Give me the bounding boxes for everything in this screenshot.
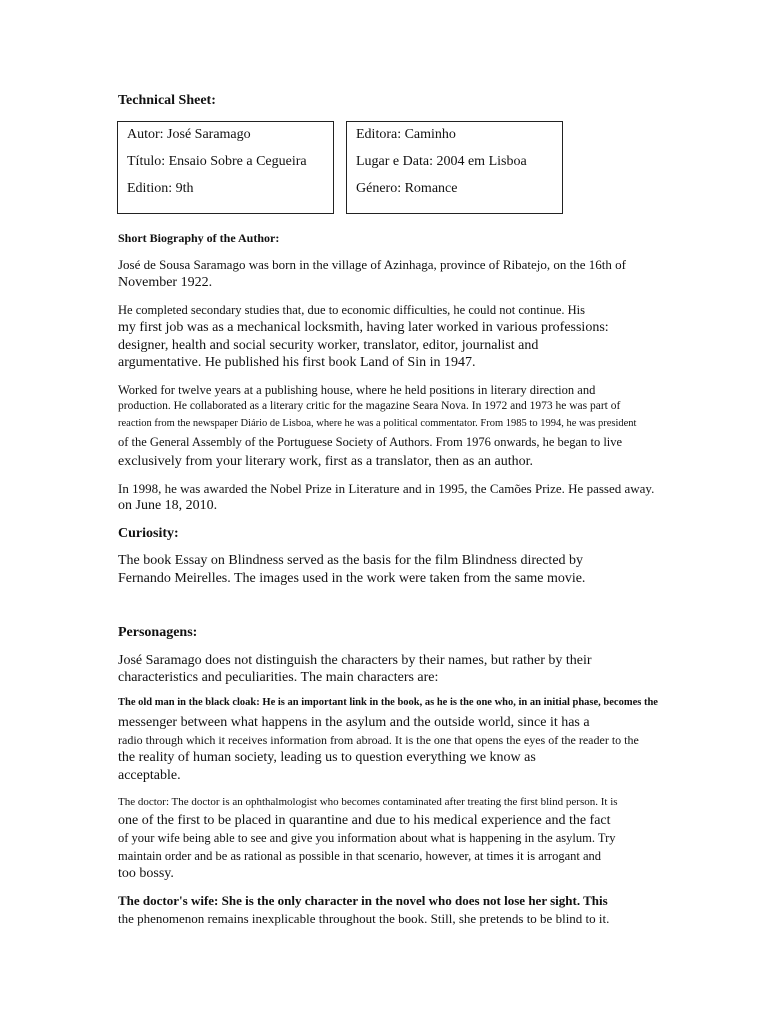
doctor-line5: too bossy. [118, 866, 174, 881]
doctor-line2: one of the first to be placed in quarantine and due to his medical experience and the fact [118, 813, 611, 828]
biography-p2-line1: He completed secondary studies that, due to economic difficulties, he could not continue. His [118, 303, 586, 317]
title-line: Título: Ensaio Sobre a Cegueira [127, 154, 307, 169]
book-info-box-right [346, 121, 563, 214]
old-man-line1: The old man in the black cloak: He is an important link in the book, as he is the one who, in an initial phase, becomes the [118, 697, 658, 708]
place-date-line: Lugar e Data: 2004 em Lisboa [356, 154, 527, 169]
curiosity-heading: Curiosity: [118, 526, 179, 541]
biography-heading: Short Biography of the Author: [118, 231, 280, 245]
biography-p2-line4: argumentative. He published his first book Land of Sin in 1947. [118, 355, 476, 370]
book-info-box-left [117, 121, 334, 214]
old-man-line3: radio through which it receives information from abroad. It is the one that opens the eyes of the reader to the [118, 733, 639, 747]
old-man-line2: messenger between what happens in the asylum and the outside world, since it has a [118, 715, 590, 730]
doctor-line4: maintain order and be as rational as possible in that scenario, however, at times it is arrogant and [118, 849, 602, 863]
biography-p3-line2: production. He collaborated as a literary critic for the magazine Seara Nova. In 1972 and 1973 he was part of [118, 400, 621, 412]
edition-line: Edition: 9th [127, 181, 194, 196]
technical-sheet-heading: Technical Sheet: [118, 93, 216, 108]
old-man-line4: the reality of human society, leading us to question everything we know as [118, 750, 536, 765]
author-line: Autor: José Saramago [127, 127, 251, 142]
biography-p2-line3: designer, health and social security worker, translator, editor, journalist and [118, 338, 539, 353]
personagens-intro-line2: characteristics and peculiarities. The main characters are: [118, 670, 439, 685]
doctor-line3: of your wife being able to see and give you information about what is happening in the asylum. Try [118, 831, 616, 845]
curiosity-line1: The book Essay on Blindness served as the basis for the film Blindness directed by [118, 553, 584, 568]
doctor-line1: The doctor: The doctor is an ophthalmologist who becomes contaminated after treating the first blind person. It is [118, 796, 618, 808]
curiosity-line2: Fernando Meirelles. The images used in the work were taken from the same movie. [118, 571, 586, 586]
genre-line: Género: Romance [356, 181, 458, 196]
biography-p3-line4: of the General Assembly of the Portuguese Society of Authors. From 1976 onwards, he began to live [118, 435, 623, 449]
biography-p1-line2: November 1922. [118, 275, 213, 290]
biography-p3-line5: exclusively from your literary work, first as a translator, then as an author. [118, 454, 534, 469]
biography-p2-line2: my first job was as a mechanical locksmith, having later worked in various professions: [118, 320, 609, 335]
biography-p4-line2: on June 18, 2010. [118, 498, 218, 513]
biography-p4-line1: In 1998, he was awarded the Nobel Prize in Literature and in 1995, the Camões Prize. He passed away. [118, 481, 655, 496]
personagens-heading: Personagens: [118, 625, 198, 640]
wife-line2: the phenomenon remains inexplicable throughout the book. Still, she pretends to be blind to it. [118, 911, 610, 926]
personagens-intro-line1: José Saramago does not distinguish the characters by their names, but rather by their [118, 653, 592, 668]
biography-p3-line3: reaction from the newspaper Diário de Lisboa, where he was a political commentator. From 1985 to 1994, he was president [118, 418, 637, 429]
old-man-line5: acceptable. [118, 768, 181, 783]
biography-p1-line1: José de Sousa Saramago was born in the village of Azinhaga, province of Ribatejo, on the 16th of [118, 257, 626, 272]
biography-p3-line1: Worked for twelve years at a publishing house, where he held positions in literary direction and [118, 383, 596, 397]
wife-line1: The doctor's wife: She is the only character in the novel who does not lose her sight. This [118, 893, 608, 908]
publisher-line: Editora: Caminho [356, 127, 456, 142]
